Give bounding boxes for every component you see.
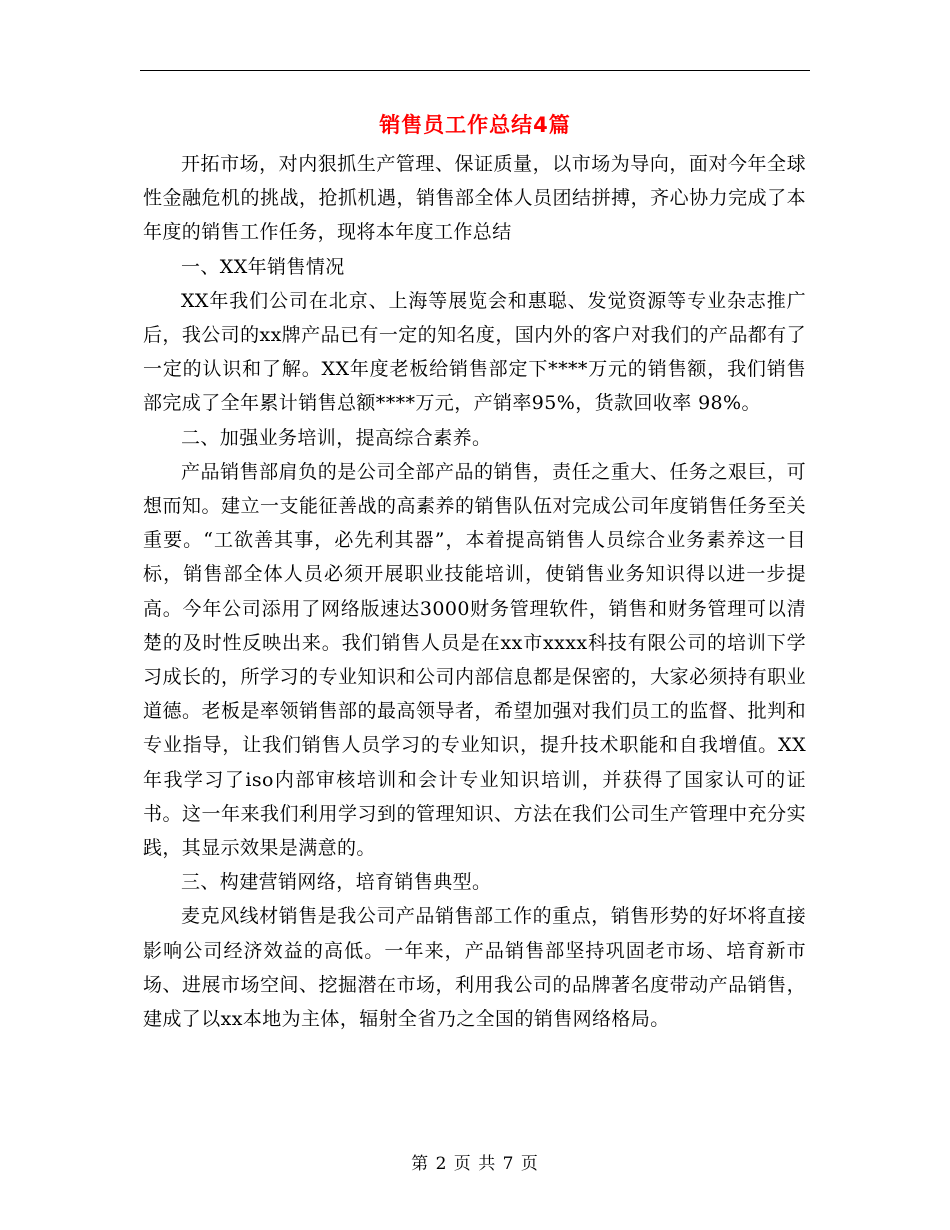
section-heading-3: 三、构建营销网络，培育销售典型。 [181,871,492,894]
intro-paragraph: 开拓市场，对内狠抓生产管理、保证质量，以市场为导向，面对今年全球性金融危机的挑战，抢抓机遇，销售部全体人员团结拼搏，齐心协力完成了本年度的销售工作任务，现将本年度工作总结 [143,153,806,244]
document-title: 销售员工作总结4篇 [379,113,571,137]
page-number: 第 2 页 共 7 页 [411,1154,539,1174]
header-rule [140,70,810,71]
section-heading-2: 二、加强业务培训，提高综合素养。 [181,426,492,449]
document-body [143,147,806,1036]
section-1-paragraph: XX年我们公司在北京、上海等展览会和惠聪、发觉资源等专业杂志推广后，我公司的xx牌产品已有一定的知名度，国内外的客户对我们的产品都有了一定的认识和了解。XX年度老板给销售部定下****万元的销售额，我们销售部完成了全年累计销售总额****万元，产销率95%，货款回收率 98%。 [143,289,806,415]
section-2-paragraph: 产品销售部肩负的是公司全部产品的销售，责任之重大、任务之艰巨，可想而知。建立一支能征善战的高素养的销售队伍对完成公司年度销售任务至关重要。“工欲善其事，必先利其器”，本着提高销售人员综合业务素养这一目标，销售部全体人员必须开展职业技能培训，使销售业务知识得以进一步提高。今年公司添用了网络版速达3000财务管理软件，销售和财务管理可以清楚的及时性反映出来。我们销售人员是在xx市xxxx科技有限公司的培训下学习成长的，所学习的专业知识和公司内部信息都是保密的，大家必须持有职业道德。老板是率领销售部的最高领导者，希望加强对我们员工的监督、批判和专业指导，让我们销售人员学习的专业知识，提升技术职能和自我增值。XX年我学习了iso内部审核培训和会计专业知识培训，并获得了国家认可的证书。这一年来我们利用学习到的管理知识、方法在我们公司生产管理中充分实践，其显示效果是满意的。 [143,460,806,860]
section-heading-1: 一、XX年销售情况 [181,255,345,278]
section-3-paragraph: 麦克风线材销售是我公司产品销售部工作的重点，销售形势的好坏将直接影响公司经济效益的高低。一年来，产品销售部坚持巩固老市场、培育新市场、进展市场空间、挖掘潜在市场，利用我公司的品牌著名度带动产品销售，建成了以xx本地为主体，辐射全省乃之全国的销售网络格局。 [143,905,806,1031]
